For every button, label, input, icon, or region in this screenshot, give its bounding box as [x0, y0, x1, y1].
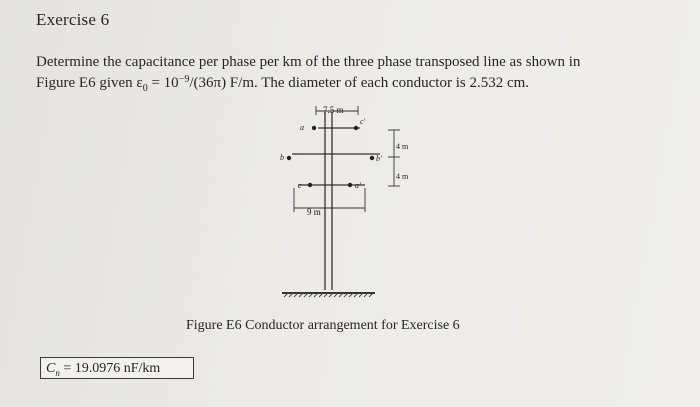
conductor-a — [312, 126, 316, 130]
label-a-prime: a' — [355, 181, 361, 190]
label-a: a — [300, 123, 304, 132]
answer-value: = 19.0976 nF/km — [59, 361, 161, 376]
answer-symbol: C — [46, 361, 56, 376]
conductor-b-prime — [370, 156, 374, 160]
problem-line-2 — [36, 74, 530, 94]
epsilon-symbol: ε — [136, 75, 143, 91]
dim-top-label: 7.5 m — [323, 105, 344, 115]
dim-bottom-label: 9 m — [307, 207, 321, 217]
conductor-c-prime — [354, 126, 358, 130]
conductor-a-prime — [348, 183, 352, 187]
conductor-b — [287, 156, 291, 160]
problem-text: Figure E6 given — [36, 75, 137, 91]
problem-line-1: Determine the capacitance per phase per km of the three phase transposed line as shown in — [36, 54, 581, 70]
conductor-figure — [270, 100, 440, 315]
figure-caption: Figure E6 Conductor arrangement for Exercise 6 — [186, 318, 460, 333]
label-b-prime: b' — [376, 154, 382, 163]
equals-value: = 10 — [147, 75, 179, 91]
label-b: b — [280, 153, 284, 162]
answer-box — [40, 357, 194, 379]
dim-v2-label: 4 m — [396, 172, 409, 181]
conductor-c — [308, 183, 312, 187]
exponent: −9 — [178, 74, 190, 85]
epsilon-subscript: 0 — [142, 83, 148, 94]
problem-text-end: /(36π) F/m. The diameter of each conductor is 2.532 cm. — [189, 75, 530, 91]
problem-statement — [36, 53, 666, 98]
exercise-title: Exercise 6 — [36, 10, 110, 29]
label-c: c — [298, 181, 302, 190]
dim-v1-label: 4 m — [396, 142, 409, 151]
answer-subscript: n — [55, 367, 60, 378]
label-c-prime: c' — [360, 117, 366, 126]
